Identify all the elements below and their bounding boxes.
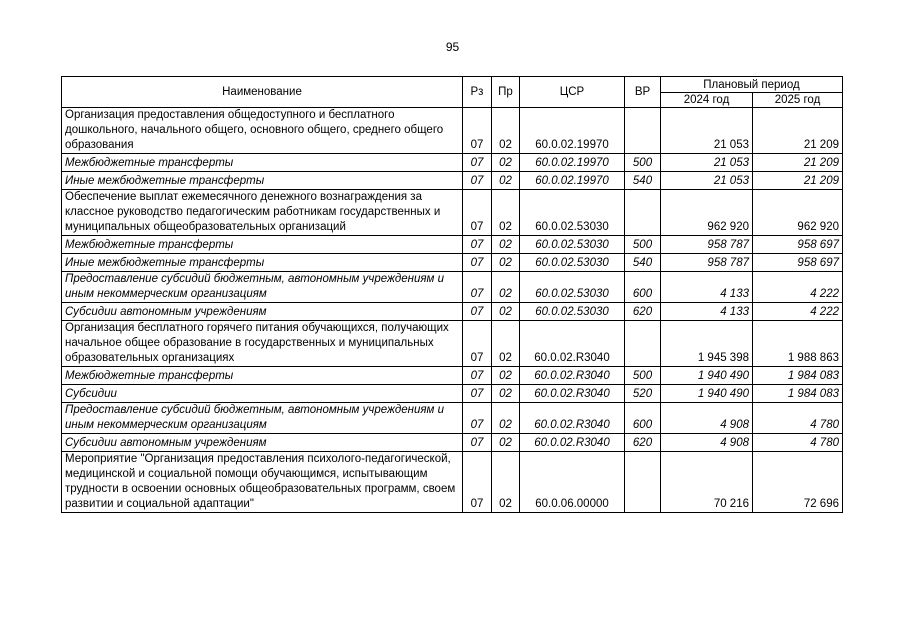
cell-name: Межбюджетные трансферты (62, 367, 463, 385)
cell-2024: 1 940 490 (661, 367, 753, 385)
table-row (62, 452, 843, 513)
cell-csr: 60.0.02.53030 (520, 303, 625, 321)
cell-2024: 21 053 (661, 172, 753, 190)
cell-pr: 02 (492, 154, 520, 172)
table-row (62, 236, 843, 254)
cell-csr: 60.0.02.R3040 (520, 385, 625, 403)
cell-2024: 4 133 (661, 303, 753, 321)
cell-name: Обеспечение выплат ежемесячного денежного вознаграждения за классное руководство педагогическим работникам государственных и муниципальных общеобразовательных организаций (62, 190, 463, 236)
cell-vr (625, 452, 661, 513)
cell-vr: 620 (625, 303, 661, 321)
cell-pr: 02 (492, 254, 520, 272)
cell-vr (625, 321, 661, 367)
cell-pr: 02 (492, 321, 520, 367)
budget-table (61, 76, 843, 513)
cell-name: Межбюджетные трансферты (62, 236, 463, 254)
cell-pr: 02 (492, 236, 520, 254)
cell-pr: 02 (492, 172, 520, 190)
header-year-2024: 2024 год (661, 93, 753, 108)
cell-csr: 60.0.02.53030 (520, 254, 625, 272)
cell-pr: 02 (492, 190, 520, 236)
cell-vr (625, 108, 661, 154)
cell-2025: 958 697 (753, 236, 843, 254)
cell-2024: 21 053 (661, 108, 753, 154)
cell-rz: 07 (463, 321, 492, 367)
cell-vr: 520 (625, 385, 661, 403)
cell-csr: 60.0.02.R3040 (520, 403, 625, 434)
table-row (62, 172, 843, 190)
cell-2025: 4 222 (753, 272, 843, 303)
cell-pr: 02 (492, 303, 520, 321)
cell-vr: 620 (625, 434, 661, 452)
cell-2025: 4 780 (753, 403, 843, 434)
cell-vr: 500 (625, 154, 661, 172)
cell-2025: 21 209 (753, 172, 843, 190)
cell-csr: 60.0.02.R3040 (520, 434, 625, 452)
cell-name: Иные межбюджетные трансферты (62, 172, 463, 190)
cell-pr: 02 (492, 272, 520, 303)
cell-vr: 500 (625, 236, 661, 254)
cell-2025: 21 209 (753, 154, 843, 172)
cell-2025: 958 697 (753, 254, 843, 272)
page-number: 95 (445, 40, 460, 54)
table-row (62, 154, 843, 172)
cell-name: Мероприятие "Организация предоставления психолого-педагогической, медицинской и социальной помощи обучающимся, испытывающим трудности в освоении основных общеобразовательных программ, своем развитии и социальной адаптации" (62, 452, 463, 513)
cell-csr: 60.0.02.53030 (520, 272, 625, 303)
cell-vr: 600 (625, 403, 661, 434)
cell-name: Субсидии (62, 385, 463, 403)
cell-name: Субсидии автономным учреждениям (62, 303, 463, 321)
cell-rz: 07 (463, 172, 492, 190)
cell-pr: 02 (492, 403, 520, 434)
cell-csr: 60.0.02.19970 (520, 172, 625, 190)
cell-name: Предоставление субсидий бюджетным, автономным учреждениям и иным некоммерческим организациям (62, 272, 463, 303)
cell-2025: 1 984 083 (753, 385, 843, 403)
cell-2024: 4 908 (661, 434, 753, 452)
cell-rz: 07 (463, 236, 492, 254)
cell-rz: 07 (463, 385, 492, 403)
table-row (62, 367, 843, 385)
cell-vr: 600 (625, 272, 661, 303)
cell-csr: 60.0.02.53030 (520, 190, 625, 236)
cell-csr: 60.0.02.53030 (520, 236, 625, 254)
cell-2024: 958 787 (661, 236, 753, 254)
cell-2024: 1 940 490 (661, 385, 753, 403)
table-row (62, 303, 843, 321)
table-row (62, 254, 843, 272)
header-csr: ЦСР (520, 77, 625, 108)
cell-rz: 07 (463, 154, 492, 172)
cell-csr: 60.0.02.19970 (520, 108, 625, 154)
cell-2024: 1 945 398 (661, 321, 753, 367)
cell-2025: 21 209 (753, 108, 843, 154)
cell-2025: 962 920 (753, 190, 843, 236)
table-row (62, 385, 843, 403)
cell-pr: 02 (492, 367, 520, 385)
cell-vr: 500 (625, 367, 661, 385)
cell-name: Иные межбюджетные трансферты (62, 254, 463, 272)
cell-rz: 07 (463, 403, 492, 434)
cell-vr (625, 190, 661, 236)
cell-2025: 72 696 (753, 452, 843, 513)
cell-rz: 07 (463, 190, 492, 236)
cell-name: Субсидии автономным учреждениям (62, 434, 463, 452)
table-row (62, 403, 843, 434)
cell-name: Предоставление субсидий бюджетным, автономным учреждениям и иным некоммерческим организациям (62, 403, 463, 434)
header-name: Наименование (62, 77, 463, 108)
header-vr: ВР (625, 77, 661, 108)
cell-2024: 4 133 (661, 272, 753, 303)
cell-pr: 02 (492, 452, 520, 513)
cell-2025: 4 222 (753, 303, 843, 321)
cell-csr: 60.0.02.19970 (520, 154, 625, 172)
cell-name: Организация бесплатного горячего питания обучающихся, получающих начальное общее образование в государственных и муниципальных образовательных организациях (62, 321, 463, 367)
header-planning-period: Плановый период (661, 77, 843, 93)
cell-2024: 4 908 (661, 403, 753, 434)
table-row (62, 190, 843, 236)
cell-csr: 60.0.06.00000 (520, 452, 625, 513)
header-pr: Пр (492, 77, 520, 108)
cell-rz: 07 (463, 303, 492, 321)
cell-pr: 02 (492, 385, 520, 403)
cell-rz: 07 (463, 434, 492, 452)
cell-2024: 21 053 (661, 154, 753, 172)
cell-pr: 02 (492, 108, 520, 154)
cell-rz: 07 (463, 254, 492, 272)
cell-rz: 07 (463, 452, 492, 513)
cell-csr: 60.0.02.R3040 (520, 321, 625, 367)
cell-2025: 1 984 083 (753, 367, 843, 385)
cell-vr: 540 (625, 172, 661, 190)
cell-csr: 60.0.02.R3040 (520, 367, 625, 385)
table-row (62, 272, 843, 303)
table-row (62, 321, 843, 367)
header-year-2025: 2025 год (753, 93, 843, 108)
cell-rz: 07 (463, 367, 492, 385)
table-row (62, 434, 843, 452)
cell-2024: 958 787 (661, 254, 753, 272)
cell-2024: 70 216 (661, 452, 753, 513)
table-body (62, 108, 843, 513)
cell-name: Межбюджетные трансферты (62, 154, 463, 172)
header-rz: Рз (463, 77, 492, 108)
cell-2025: 4 780 (753, 434, 843, 452)
cell-pr: 02 (492, 434, 520, 452)
table-row (62, 108, 843, 154)
cell-2025: 1 988 863 (753, 321, 843, 367)
cell-name: Организация предоставления общедоступного и бесплатного дошкольного, начального общего, основного общего, среднего общего образования (62, 108, 463, 154)
cell-2024: 962 920 (661, 190, 753, 236)
cell-vr: 540 (625, 254, 661, 272)
cell-rz: 07 (463, 108, 492, 154)
cell-rz: 07 (463, 272, 492, 303)
